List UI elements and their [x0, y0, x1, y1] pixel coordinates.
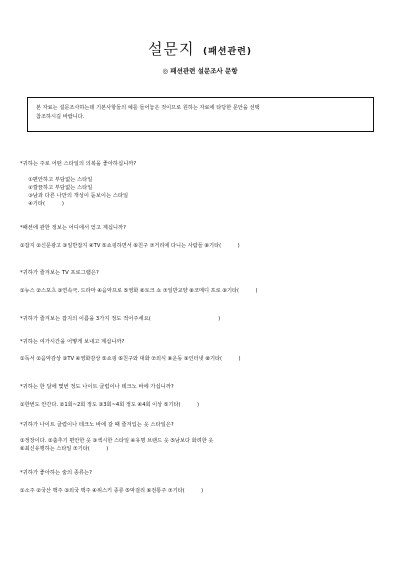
title-paren: (패션관련)	[202, 47, 252, 57]
question-7: *귀하가 나이트 클럽이나 테크노 바에 갈 때 즐겨입는 옷 스타일은?	[20, 422, 174, 428]
question-1: *귀하는 주로 어떤 스타일의 의복을 좋아하십니까?	[20, 161, 137, 167]
intro-line-1: 본 자료는 설문조사하는데 기본사항들의 예를 들어놓은 것이므로 원하는 자료에 타당한 문안을 선택	[36, 105, 260, 111]
document-subtitle: ◎ 패션관련 설문조사 문항	[162, 67, 238, 75]
q3-options: ①뉴스 ②스포츠 ③연속극, 드라마 ④음악프로 ⑤영화 ⑥토크 쇼 ⑦일반교양 ⑧코메디 프로 ⑨기타( )	[20, 288, 258, 294]
document-title	[0, 38, 400, 59]
q5-options: ①독서 ②음악감상 ③TV ④영화감상 ⑤쇼핑 ⑥친구와 대화 ⑦외식 ⑧운동 ⑨인터넷 ⑩기타( )	[20, 356, 241, 362]
q1-option-3: ③남과 다른 나만의 개성이 돋보이는 스타일	[28, 193, 129, 199]
q1-option-2: ②깔끔하고 부담없는 스타일	[28, 185, 93, 191]
q2-options: ①잡지 ②신문광고 ③일반잡지 ④TV ⑤쇼핑하면서 ⑥친구 ⑦거리에 다니는 사람들 ⑧기타( )	[20, 243, 240, 249]
question-2: *패션에 관한 정보는 어디에서 얻고 계십니까?	[20, 225, 126, 231]
question-6: *귀하는 한 달에 몇번 정도 나이트 클럽이나 테크노 바에 가십니까?	[20, 384, 174, 390]
q6-options: ①한번도 안간다. ②1회~2회 정도 ③3회~4회 정도 ④4회 이상 ⑤기타( )	[20, 402, 200, 408]
q8-options: ①소주 ②국산 맥주 ③외국 맥주 ④위스키 종류 ⑤막걸리 ⑥전통주 ⑦기타( )	[20, 488, 204, 494]
question-4: *귀하가 즐겨보는 잡지의 이름을 3가지 정도 적어주세요( )	[20, 316, 221, 322]
q1-option-4: ④기타( )	[28, 201, 64, 207]
title-main: 설문지	[148, 40, 195, 58]
intro-box	[27, 97, 374, 132]
q7-options-line-1: ①정장이다. ②춤추기 편안한 옷 ③섹시한 스타일 ④유명 브랜드 옷 ⑤남보다 화려한 옷	[20, 438, 214, 444]
intro-line-2: 참조하시길 바랍니다.	[36, 114, 85, 120]
q7-options-line-2: ⑥최신유행하는 스타일 ⑦기타( )	[20, 446, 109, 452]
question-5: *귀하는 여가시간을 어떻게 보내고 계십니까?	[20, 339, 125, 345]
question-8: *귀하가 좋아하는 술의 종류는?	[20, 470, 92, 476]
question-3: *귀하가 즐겨보는 TV 프로그램은?	[20, 270, 99, 276]
q1-option-1: ①편안하고 부담없는 스타일	[28, 177, 93, 183]
